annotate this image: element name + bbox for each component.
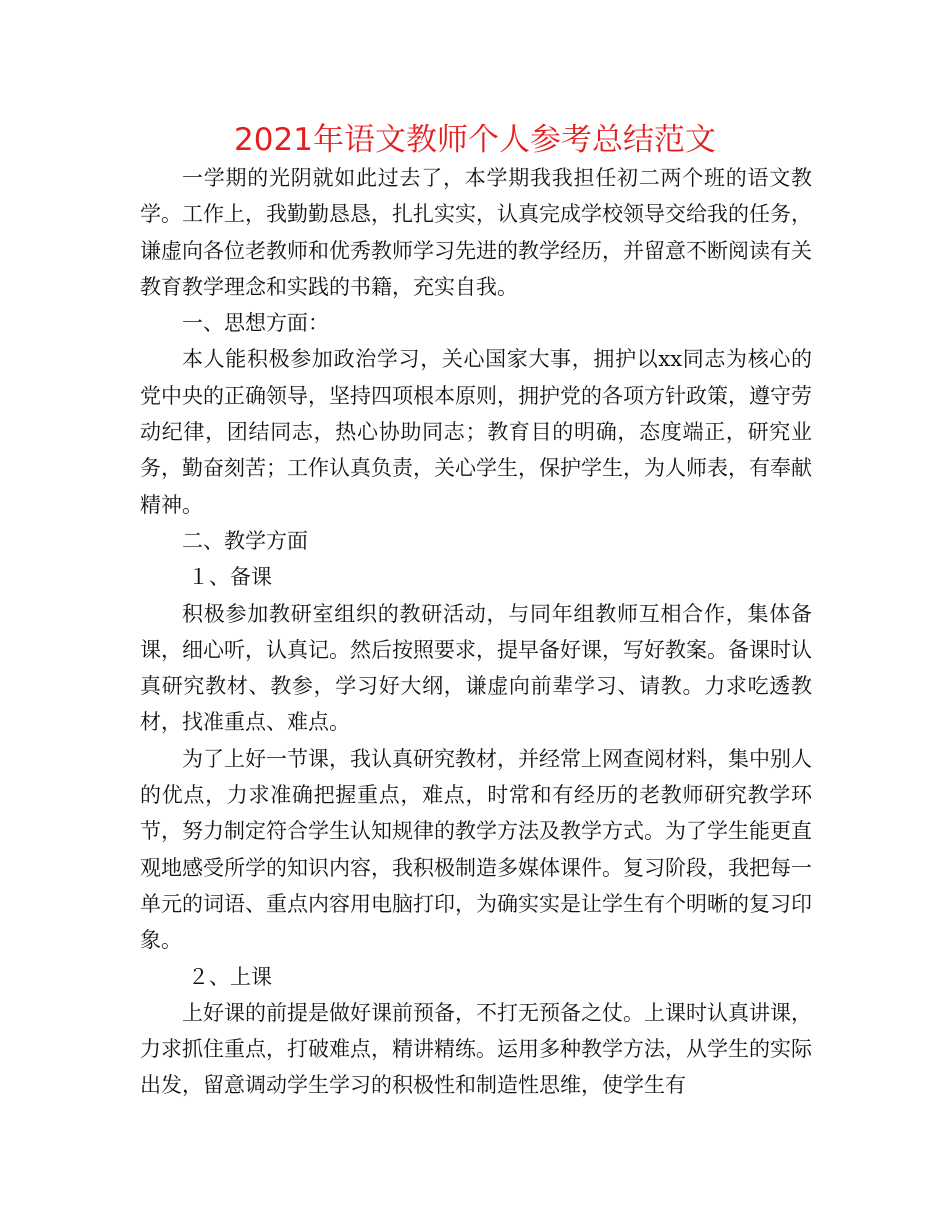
- subsection-heading-preparation: １、备课: [188, 565, 272, 590]
- class-paragraph: 上好课的前提是做好课前预备，不打无预备之仗。上课时认真讲课，力求抓住重点，打破难点，精讲精练。运用多种教学方法，从学生的实际出发，留意调动学生学习的积极性和制造性思维，使学生有: [140, 1000, 812, 1098]
- document-body: [140, 160, 812, 1104]
- ideology-paragraph: 本人能积极参加政治学习，关心国家大事，拥护以xx同志为核心的党中央的正确领导，坚持四项根本原则，拥护党的各项方针政策，遵守劳动纪律，团结同志，热心协助同志；教育目的明确，态度端正，研究业务，勤奋刻苦；工作认真负责，关心学生，保护学生，为人师表，有奉献精神。: [140, 347, 812, 517]
- preparation-paragraph-2: 为了上好一节课，我认真研究教材，并经常上网查阅材料，集中别人的优点，力求准确把握重点，难点，时常和有经历的老教师研究教学环节，努力制定符合学生认知规律的教学方法及教学方式。为了学生能更直观地感受所学的知识内容，我积极制造多媒体课件。复习阶段，我把每一单元的词语、重点内容用电脑打印，为确实实是让学生有个明晰的复习印象。: [140, 746, 812, 953]
- preparation-paragraph-1: 积极参加教研室组织的教研活动，与同年组教师互相合作，集体备课，细心听，认真记。然后按照要求，提早备好课，写好教案。备课时认真研究教材、教参，学习好大纲，谦虚向前辈学习、请教。力求吃透教材，找准重点、难点。: [140, 601, 812, 735]
- intro-paragraph: 一学期的光阴就如此过去了，本学期我我担任初二两个班的语文教学。工作上，我勤勤恳恳，扎扎实实，认真完成学校领导交给我的任务，谦虚向各位老教师和优秀教师学习先进的教学经历，并留意不断阅读有关教育教学理念和实践的书籍，充实自我。: [140, 166, 812, 299]
- section-heading-teaching: 二、教学方面: [182, 528, 308, 553]
- document-title: 2021年语文教师个人参考总结范文: [234, 122, 716, 158]
- section-heading-ideology: 一、思想方面：: [182, 311, 329, 336]
- subsection-heading-class: ２、上课: [188, 964, 272, 989]
